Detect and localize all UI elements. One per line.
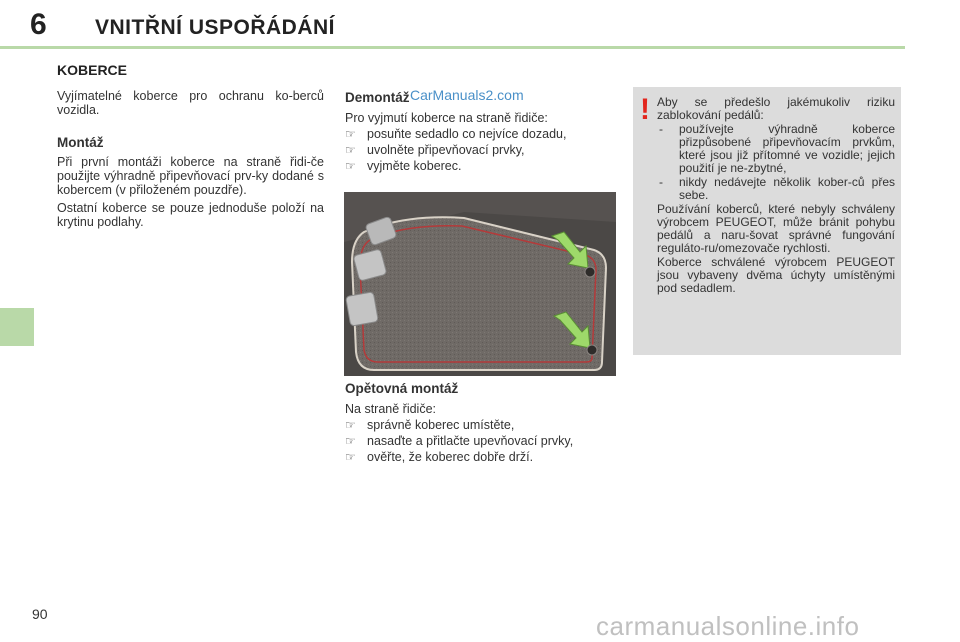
warning-list bbox=[657, 123, 895, 202]
opetovna-title: Opětovná montáž bbox=[345, 381, 459, 396]
warning-paragraph-1: Používání koberců, které nebyly schváleny výrobcem PEUGEOT, může bránit pohybu pedálů a naru-šovat správné fungování reguláto-ru/omezovače rychlosti. bbox=[657, 202, 895, 255]
opetovna-block bbox=[345, 382, 625, 466]
opetovna-steps bbox=[345, 418, 625, 464]
section-title: KOBERCE bbox=[57, 62, 128, 78]
exclamation-icon: ! bbox=[640, 93, 650, 126]
list-item: ☞ vyjměte koberec. bbox=[345, 159, 462, 173]
chapter-number: 6 bbox=[30, 8, 47, 41]
list-item: ☞ správně koberec umístěte, bbox=[345, 418, 515, 432]
header-rule bbox=[0, 46, 905, 49]
pointing-hand-icon: ☞ bbox=[345, 450, 356, 464]
pointing-hand-icon: ☞ bbox=[345, 127, 356, 141]
pedal-3 bbox=[346, 292, 379, 326]
list-item: ☞ ověřte, že koberec dobře drží. bbox=[345, 450, 534, 464]
fastener-upper bbox=[585, 267, 595, 277]
warning-text bbox=[657, 96, 895, 295]
warning-intro: Aby se předešlo jakémukoliv riziku zablokování pedálů: bbox=[657, 95, 895, 122]
list-item: ☞ posuňte sedadlo co nejvíce dozadu, bbox=[345, 127, 567, 141]
demontaz-title: Demontáž bbox=[345, 90, 410, 105]
warning-paragraph-2: Koberce schválené výrobcem PEUGEOT jsou vybaveny dvěma úchyty umístěnými pod sedadlem. bbox=[657, 255, 895, 295]
fastener-lower bbox=[587, 345, 597, 355]
watermark-text: CarManuals2.com bbox=[410, 87, 524, 103]
pointing-hand-icon: ☞ bbox=[345, 434, 356, 448]
montaz-paragraph-1: Při první montáži koberce na straně řidi-če použijte výhradně připevňovací prv-ky dodané s kobercem (v přiloženém pouzdře). bbox=[57, 155, 324, 197]
demontaz-intro: Pro vyjmutí koberce na straně řidiče: bbox=[345, 111, 548, 125]
opetovna-intro: Na straně řidiče: bbox=[345, 402, 437, 416]
pointing-hand-icon: ☞ bbox=[345, 159, 356, 173]
floor-mat-photo bbox=[344, 192, 616, 376]
pointing-hand-icon: ☞ bbox=[345, 143, 356, 157]
list-item: ☞ nasaďte a přitlačte upevňovací prvky, bbox=[345, 434, 574, 448]
demontaz-block bbox=[345, 91, 625, 175]
pointing-hand-icon: ☞ bbox=[345, 418, 356, 432]
list-item: - používejte výhradně koberce přizpůsobené připevňovacím prvkům, které jsou již přítomné ve vozidle; jejich použití je ne-zbytné, bbox=[659, 122, 895, 175]
page-number: 90 bbox=[32, 606, 48, 622]
demontaz-steps bbox=[345, 127, 625, 173]
montaz-paragraph-2: Ostatní koberce se pouze jednoduše položí na krytinu podlahy. bbox=[57, 201, 324, 229]
chapter-title: VNITŘNÍ USPOŘÁDÁNÍ bbox=[95, 16, 336, 39]
left-column bbox=[57, 89, 324, 229]
list-item: ☞ uvolněte připevňovací prvky, bbox=[345, 143, 525, 157]
list-item: - nikdy nedávejte několik kober-ců přes sebe. bbox=[659, 175, 895, 202]
footer-watermark: carmanualsonline.info bbox=[596, 611, 860, 641]
section-intro: Vyjímatelné koberce pro ochranu ko-berců vozidla. bbox=[57, 89, 324, 117]
chapter-side-tab bbox=[0, 308, 34, 346]
montaz-title: Montáž bbox=[57, 135, 104, 150]
